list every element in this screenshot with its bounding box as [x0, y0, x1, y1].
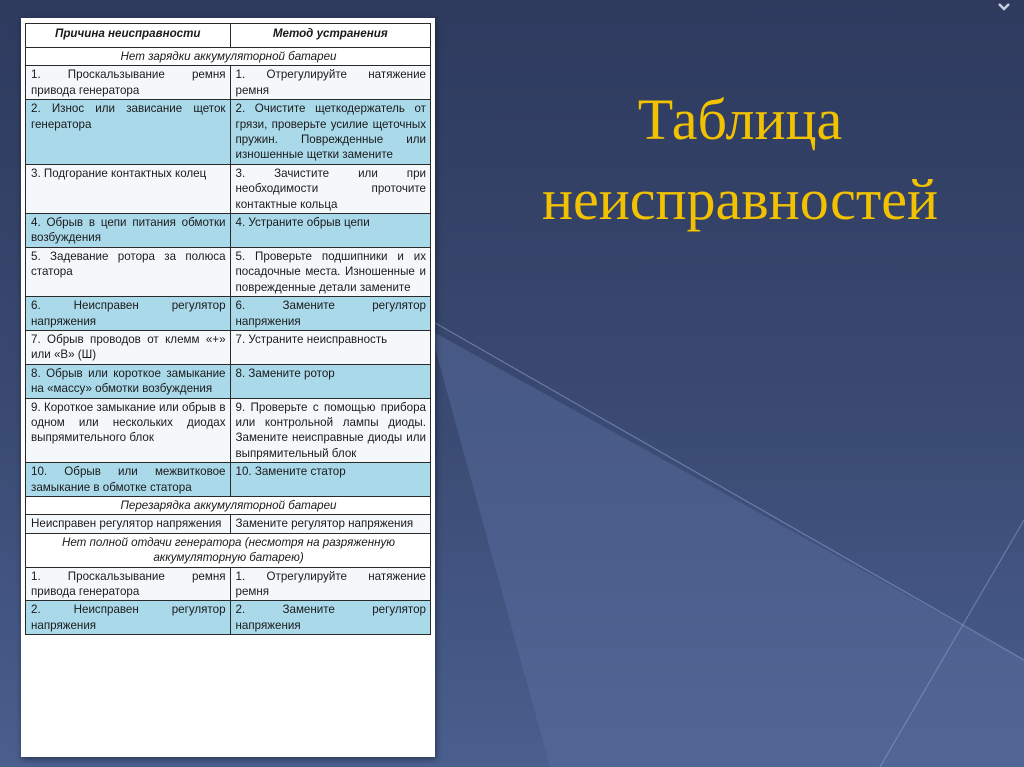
- remedy-cell: Замените регулятор напряжения: [230, 515, 430, 533]
- cause-cell: 3. Подгорание контактных колец: [26, 164, 231, 213]
- remedy-cell: 1. Отрегулируйте натяжение ремня: [230, 66, 430, 100]
- table-row: [26, 601, 431, 635]
- table-body: [26, 48, 431, 635]
- cause-cell: 8. Обрыв или короткое замыкание на «массу» обмотки возбуждения: [26, 364, 231, 398]
- remedy-cell: 2. Очистите щеткодержатель от грязи, проверьте усилие щеточных пружин. Поврежденные или изношенные щетки замените: [230, 100, 430, 165]
- remedy-cell: 2. Замените регулятор напряжения: [230, 601, 430, 635]
- table-row: [26, 297, 431, 331]
- cause-cell: Неисправен регулятор напряжения: [26, 515, 231, 533]
- table-frame: [21, 18, 435, 757]
- section-heading: Нет зарядки аккумуляторной батареи: [26, 48, 431, 66]
- cause-cell: 10. Обрыв или межвитковое замыкание в обмотке статора: [26, 463, 231, 497]
- table-row: [26, 515, 431, 533]
- cause-cell: 7. Обрыв проводов от клемм «+» или «В» (Ш): [26, 330, 231, 364]
- section-heading-row: [26, 533, 431, 567]
- background-light-panel: [430, 330, 1024, 767]
- cause-cell: 6. Неисправен регулятор напряжения: [26, 297, 231, 331]
- remedy-cell: 3. Зачистите или при необходимости проточите контактные кольца: [230, 164, 430, 213]
- column-header-remedy: Метод устранения: [230, 24, 430, 48]
- faults-table: [25, 23, 431, 635]
- remedy-cell: 7. Устраните неисправность: [230, 330, 430, 364]
- section-heading: Нет полной отдачи генератора (несмотря на разряженную аккумуляторную батарею): [26, 533, 431, 567]
- chevron-down-icon: [996, 2, 1012, 14]
- table-row: [26, 66, 431, 100]
- slide-title-line-1: Таблица: [637, 87, 843, 152]
- table-row: [26, 247, 431, 296]
- cause-cell: 9. Короткое замыкание или обрыв в одном или нескольких диодах выпрямительного блок: [26, 398, 231, 463]
- remedy-cell: 10. Замените статор: [230, 463, 430, 497]
- slide-title: [470, 80, 1010, 240]
- cause-cell: 1. Проскальзывание ремня привода генератора: [26, 66, 231, 100]
- remedy-cell: 8. Замените ротор: [230, 364, 430, 398]
- cause-cell: 1. Проскальзывание ремня привода генератора: [26, 567, 231, 601]
- table-row: [26, 330, 431, 364]
- remedy-cell: 5. Проверьте подшипники и их посадочные места. Изношенные и поврежденные детали замените: [230, 247, 430, 296]
- table-row: [26, 100, 431, 165]
- section-heading: Перезарядка аккумуляторной батареи: [26, 496, 431, 514]
- table-row: [26, 364, 431, 398]
- cause-cell: 2. Износ или зависание щеток генератора: [26, 100, 231, 165]
- table-row: [26, 214, 431, 248]
- remedy-cell: 9. Проверьте с помощью прибора или контрольной лампы диоды. Замените неисправные диоды или выпрямительный блок: [230, 398, 430, 463]
- cause-cell: 2. Неисправен регулятор напряжения: [26, 601, 231, 635]
- table-row: [26, 463, 431, 497]
- remedy-cell: 1. Отрегулируйте натяжение ремня: [230, 567, 430, 601]
- table-row: [26, 164, 431, 213]
- table-row: [26, 567, 431, 601]
- remedy-cell: 6. Замените регулятор напряжения: [230, 297, 430, 331]
- table-row: [26, 398, 431, 463]
- slide-title-line-2: неисправностей: [541, 167, 939, 232]
- table-header-row: [26, 24, 431, 48]
- column-header-cause: Причина неисправности: [26, 24, 231, 48]
- cause-cell: 5. Задевание ротора за полюса статора: [26, 247, 231, 296]
- section-heading-row: [26, 496, 431, 514]
- section-heading-row: [26, 48, 431, 66]
- remedy-cell: 4. Устраните обрыв цепи: [230, 214, 430, 248]
- cause-cell: 4. Обрыв в цепи питания обмотки возбуждения: [26, 214, 231, 248]
